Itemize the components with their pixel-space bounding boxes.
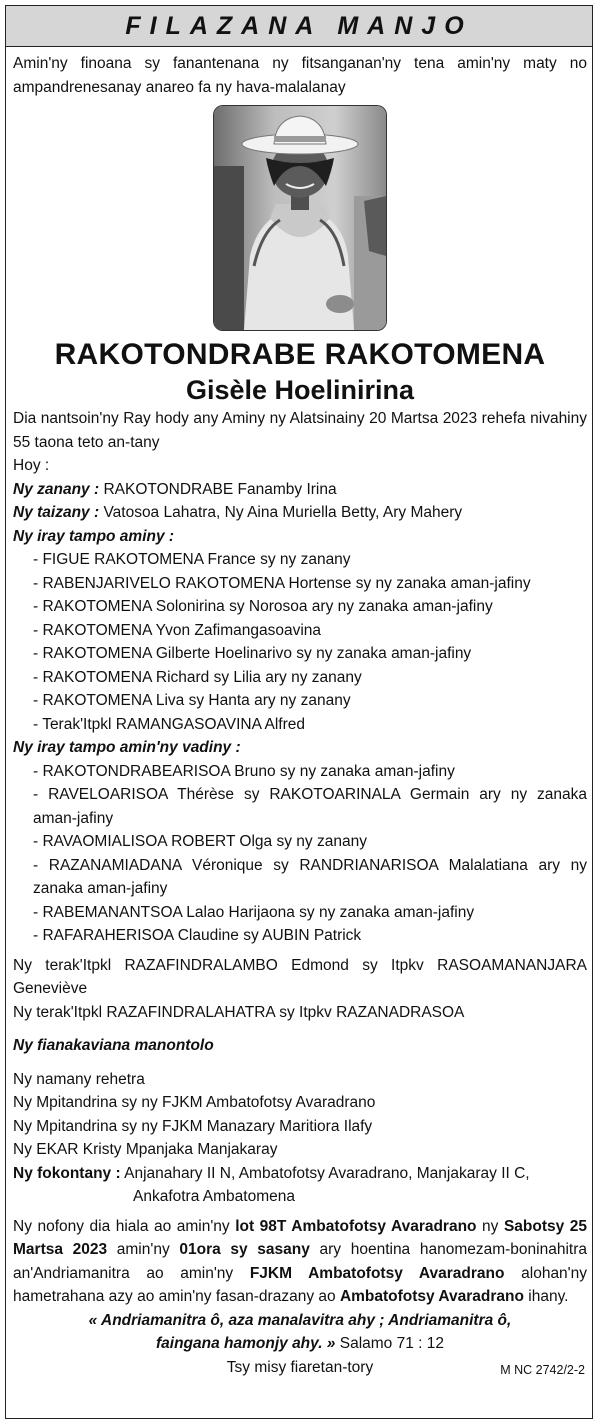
footer-reference: M NC 2742/2-2 bbox=[500, 1362, 585, 1377]
list-item: - FIGUE RAKOTOMENA France sy ny zanany bbox=[33, 551, 351, 568]
list-item: - RAKOTOMENA Liva sy Hanta ary ny zanany bbox=[33, 692, 351, 709]
fokontany-line2: Ankafotra Ambatomena bbox=[133, 1188, 295, 1205]
list-item: - RAFARAHERISOA Claudine sy AUBIN Patrick bbox=[33, 927, 362, 944]
quote-reference: Salamo 71 : 12 bbox=[339, 1335, 445, 1352]
list-item: - RABEMANANTSOA Lalao Harijaona sy ny zanaka aman-jafiny bbox=[33, 903, 475, 921]
taizany-label: Ny taizany : bbox=[13, 504, 100, 521]
others-line: Ny Mpitandrina sy ny FJKM Manazary Maritiora Ilafy bbox=[13, 1117, 373, 1135]
burial-text: Ny nofony dia hiala ao amin'ny bbox=[13, 1217, 236, 1235]
burial-text: amin'ny bbox=[107, 1241, 180, 1258]
burial-paragraph bbox=[13, 1215, 587, 1309]
burial-text: ihany. bbox=[523, 1288, 569, 1305]
burial-date: Sabotsy 25 Martsa 2023 bbox=[13, 1217, 587, 1258]
fokontany-value: Anjanahary II N, Ambatofotsy Avaradrano, Manjakaray II C, bbox=[124, 1164, 530, 1182]
list-item: - RAVAOMIALISOA ROBERT Olga sy ny zanany bbox=[33, 833, 367, 850]
list-item: - RABENJARIVELO RAKOTOMENA Hortense sy ny zanaka aman-jafiny bbox=[33, 574, 531, 592]
notice-title: FILAZANA MANJO bbox=[125, 11, 473, 40]
announcement-text: Dia nantsoin'ny Ray hody any Aminy ny Alatsinainy 20 Martsa 2023 rehefa nivahiny 55 taona teto an-tany bbox=[13, 410, 587, 451]
deceased-name-line1: RAKOTONDRABE RAKOTOMENA bbox=[54, 338, 546, 371]
quote-line1: « Andriamanitra ô, aza manalavitra ahy ; Andriamanitra ô, bbox=[88, 1311, 512, 1329]
intro-text: Amin'ny finoana sy fanantenana ny fitsanganan'ny tena amin'ny maty no ampandrenesanay anareo fa ny hava-malalanay bbox=[13, 55, 587, 96]
list-item: - RAZANAMIADANA Véronique sy RANDRIANARISOA Malalatiana ary ny zanaka aman-jafiny bbox=[33, 856, 587, 897]
fokontany-label: Ny fokontany : bbox=[13, 1164, 121, 1182]
footer bbox=[13, 1356, 587, 1380]
zanany-label: Ny zanany : bbox=[13, 480, 100, 498]
others-line: Ny EKAR Kristy Mpanjaka Manjakaray bbox=[13, 1141, 278, 1158]
others-line: Ny namany rehetra bbox=[13, 1070, 145, 1088]
portrait-image bbox=[214, 106, 386, 330]
burial-text: alohan'ny hametrahana azy ao amin'ny fasan-drazany ao bbox=[13, 1264, 588, 1305]
hoy-label: Hoy : bbox=[13, 457, 50, 474]
zanany-value: RAKOTONDRABE Fanamby Irina bbox=[103, 480, 337, 498]
others-line: Ny Mpitandrina sy ny FJKM Ambatofotsy Avaradrano bbox=[13, 1094, 376, 1111]
burial-time: 01ora sy sasany bbox=[179, 1241, 310, 1258]
fokontany-line bbox=[13, 1162, 587, 1186]
list-item: - RAKOTONDRABEARISOA Bruno sy ny zanaka aman-jafiny bbox=[33, 762, 455, 780]
zanany-line bbox=[13, 478, 587, 502]
terak-line-2: Ny terak'Itpkl RAZAFINDRALAHATRA sy Itpkv RAZANADRASOA bbox=[13, 1003, 465, 1021]
taizany-line bbox=[13, 501, 587, 525]
list-item: - RAKOTOMENA Solonirina sy Norosoa ary ny zanaka aman-jafiny bbox=[33, 598, 493, 615]
tampo-aminy-label: Ny iray tampo aminy : bbox=[13, 527, 175, 545]
list-item: - RAKOTOMENA Gilberte Hoelinarivo sy ny zanaka aman-jafiny bbox=[33, 645, 472, 662]
portrait-photo bbox=[213, 105, 387, 331]
burial-church: FJKM Ambatofotsy Avaradrano bbox=[249, 1264, 505, 1282]
list-item: - RAKOTOMENA Richard sy Lilia ary ny zanany bbox=[33, 668, 362, 686]
list-item: - Terak'Itpkl RAMANGASOAVINA Alfred bbox=[33, 715, 305, 733]
burial-text: ny bbox=[476, 1217, 504, 1235]
burial-grave: Ambatofotsy Avaradrano bbox=[339, 1288, 524, 1305]
tampo-vadiny-label: Ny iray tampo amin'ny vadiny : bbox=[13, 739, 241, 756]
quote-text: faingana hamonjy ahy. » bbox=[155, 1335, 336, 1352]
list-item: - RAKOTOMENA Yvon Zafimangasoavina bbox=[33, 621, 322, 639]
quote-line2 bbox=[13, 1332, 587, 1356]
burial-text: ary hoentina hanomezam-boninahitra an'Andriamanitra ao amin'ny bbox=[13, 1241, 587, 1282]
list-item: - RAVELOARISOA Thérèse sy RAKOTOARINALA Germain ary ny zanaka aman-jafiny bbox=[33, 786, 587, 827]
burial-location: lot 98T Ambatofotsy Avaradrano bbox=[235, 1217, 477, 1235]
notice-header bbox=[6, 6, 592, 47]
footer-note: Tsy misy fiaretan-tory bbox=[226, 1358, 374, 1376]
notice-body bbox=[13, 52, 587, 1380]
taizany-value: Vatosoa Lahatra, Ny Aina Muriella Betty, Ary Mahery bbox=[103, 504, 463, 521]
terak-line-1: Ny terak'Itpkl RAZAFINDRALAMBO Edmond sy Itpkv RASOAMANANJARA Geneviève bbox=[13, 956, 587, 997]
fianakaviana-label: Ny fianakaviana manontolo bbox=[13, 1037, 214, 1054]
deceased-name-line2: Gisèle Hoelinirina bbox=[185, 375, 415, 405]
